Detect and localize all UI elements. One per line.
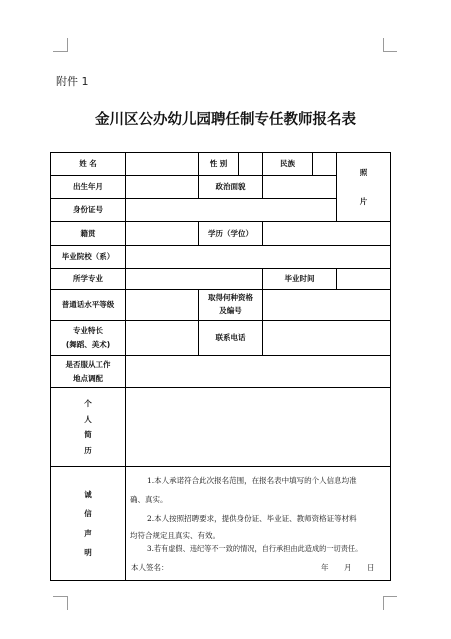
crop-mark-top-left — [53, 51, 67, 52]
gender-field[interactable] — [239, 153, 262, 175]
graduation-time-field[interactable] — [337, 269, 390, 289]
declaration-item-1: 1.本人承诺符合此次报名范围，在报名表中填写的个人信息均准 — [147, 476, 357, 485]
integrity-label-char: 明 — [84, 548, 92, 557]
specialty-label-line: (舞蹈、美术) — [65, 340, 111, 349]
photo-area[interactable] — [337, 153, 390, 221]
mandarin-level-label: 普通话水平等级 — [61, 300, 115, 309]
major-field[interactable] — [126, 269, 262, 289]
certificate-label-line: 取得何种资格 — [208, 293, 253, 303]
obey-assignment-field[interactable] — [126, 356, 390, 387]
integrity-label-char: 诚 — [84, 489, 92, 499]
certificate-label-line: 及编号 — [219, 306, 242, 315]
graduation-school-field[interactable] — [126, 246, 390, 268]
resume-label-char: 历 — [84, 445, 92, 455]
obey-assignment-label-line: 地点调配 — [73, 373, 103, 383]
resume-label-char: 简 — [84, 430, 92, 439]
integrity-label-char: 信 — [84, 509, 92, 518]
graduation-school-label: 毕业院校（系） — [61, 252, 115, 261]
crop-mark-bottom-right — [383, 596, 384, 610]
id-card-label: 身份证号 — [73, 205, 103, 214]
resume-label — [51, 388, 125, 466]
crop-mark-top-right — [383, 51, 397, 52]
obey-assignment-label — [51, 356, 125, 387]
mandarin-level-field[interactable] — [126, 290, 198, 320]
crop-mark-bottom-left — [53, 596, 67, 597]
native-place-field[interactable] — [126, 222, 198, 245]
photo-label-char: 照 — [359, 167, 368, 177]
certificate-label — [199, 290, 262, 320]
native-place-label: 籍贯 — [80, 228, 96, 238]
name-field[interactable] — [126, 153, 198, 175]
ethnicity-label: 民族 — [280, 159, 295, 168]
table-rule — [50, 580, 391, 581]
crop-mark-top-left — [67, 38, 68, 52]
education-field[interactable] — [263, 222, 390, 245]
politics-field[interactable] — [263, 176, 336, 198]
id-card-field[interactable] — [126, 199, 336, 221]
signature-field[interactable] — [176, 560, 306, 574]
specialty-label — [51, 321, 125, 355]
declaration-item-1-cont: 确、真实。 — [130, 495, 168, 504]
resume-label-char: 个 — [84, 399, 92, 408]
birth-label: 出生年月 — [73, 182, 103, 191]
contact-field[interactable] — [263, 321, 390, 355]
photo-label-char: 片 — [359, 197, 368, 206]
signature-label: 本人签名： — [131, 563, 169, 572]
attachment-label: 附件 1 — [56, 75, 89, 88]
contact-label: 联系电话 — [215, 333, 246, 342]
date-month-label: 月 — [344, 563, 352, 572]
integrity-statement-label — [51, 467, 125, 580]
graduation-time-label: 毕业时间 — [284, 274, 315, 283]
politics-label: 政治面貌 — [215, 182, 246, 191]
gender-label: 性 别 — [209, 159, 228, 168]
date-year-label: 年 — [321, 563, 329, 572]
obey-assignment-label-line: 是否服从工作 — [65, 360, 111, 369]
major-label: 所学专业 — [73, 274, 103, 283]
crop-mark-top-right — [383, 38, 384, 52]
education-label: 学历（学位） — [208, 228, 253, 238]
declaration-item-3: 3.若有虚假、违纪等不一致的情况，自行承担由此造成的一切责任。 — [147, 544, 363, 553]
name-label: 姓 名 — [79, 159, 97, 168]
specialty-label-line: 专业特长 — [73, 325, 103, 335]
declaration-item-2: 2.本人按照招聘要求，提供身份证、毕业证、教师资格证等材料 — [147, 514, 357, 523]
certificate-field[interactable] — [263, 290, 390, 320]
ethnicity-field[interactable] — [313, 153, 336, 175]
integrity-label-char: 声 — [84, 528, 92, 538]
resume-label-char: 人 — [84, 414, 92, 424]
resume-field[interactable] — [126, 388, 390, 466]
table-rule — [390, 152, 391, 581]
crop-mark-bottom-right — [383, 596, 397, 597]
date-day-label: 日 — [367, 563, 375, 572]
crop-mark-bottom-left — [67, 596, 68, 610]
specialty-field[interactable] — [126, 321, 198, 355]
declaration-item-2-cont: 均符合规定且真实、有效。 — [130, 531, 220, 540]
form-title: 金川区公办幼儿园聘任制专任教师报名表 — [95, 111, 356, 128]
birth-field[interactable] — [126, 176, 198, 198]
